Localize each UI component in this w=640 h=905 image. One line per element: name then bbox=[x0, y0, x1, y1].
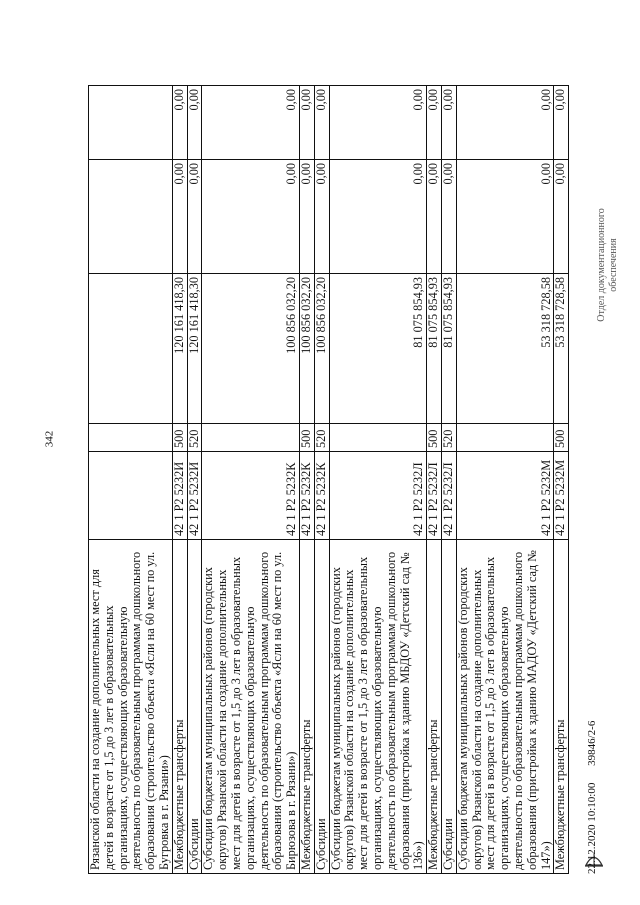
table-row bbox=[187, 86, 202, 874]
row-code-cell: 42 1 P2 5232Л bbox=[441, 452, 456, 540]
row-value-2021-cell: 0,00 bbox=[172, 160, 187, 274]
row-value-2021-cell: 0,00 bbox=[299, 160, 314, 274]
row-value-2022-cell: 0,00 bbox=[172, 86, 187, 160]
footer-doc-id: 39846/2-6 bbox=[586, 720, 598, 766]
row-value-2021-cell: 0,00 bbox=[554, 160, 569, 274]
row-name-cell: Рязанской области на создание дополнительных мест для детей в возрасте от 1,5 до 3 лет в образовательных организациях, осуществляющих образовательную деятельность по образовательным программам дошкольного образования (строительство объекта «Ясли на 60 мест по ул. Бугровка в г. Рязани») bbox=[89, 540, 173, 874]
row-value-2020-cell: 53 318 728,58 bbox=[456, 274, 554, 424]
row-kvr-cell bbox=[329, 424, 427, 452]
row-value-2020-cell: 81 075 854,93 bbox=[441, 274, 456, 424]
row-value-2022-cell: 0,00 bbox=[314, 86, 329, 160]
row-value-2021-cell bbox=[89, 160, 173, 274]
row-value-2022-cell: 0,00 bbox=[456, 86, 554, 160]
row-name-cell: Субсидии бюджетам муниципальных районов (городских округов) Рязанской области на создание дополнительных мест для детей в возрасте от 1,5 до 3 лет в образовательных организациях, осуществляющих образовательную деятельность по образовательным программам дошкольного образования (строительство объекта «Ясли на 60 мест по ул. Бирюзова в г. Рязани») bbox=[202, 540, 300, 874]
row-value-2021-cell: 0,00 bbox=[187, 160, 202, 274]
row-name-cell: Субсидии бюджетам муниципальных районов (городских округов) Рязанской области на создание дополнительных мест для детей в возрасте от 1,5 до 3 лет в образовательных организациях, осуществляющих образовательную деятельность по образовательным программам дошкольного образования (пристройка к зданию МБДОУ «Детский сад № 136») bbox=[329, 540, 427, 874]
row-code-cell: 42 1 P2 5232Л bbox=[427, 452, 442, 540]
row-value-2021-cell: 0,00 bbox=[329, 160, 427, 274]
row-code-cell bbox=[89, 452, 173, 540]
row-name-cell: Субсидии bbox=[314, 540, 329, 874]
row-kvr-cell: 500 bbox=[427, 424, 442, 452]
row-value-2020-cell: 53 318 728,58 bbox=[554, 274, 569, 424]
row-value-2020-cell: 120 161 418,30 bbox=[187, 274, 202, 424]
row-code-cell: 42 1 P2 5232Л bbox=[329, 452, 427, 540]
row-code-cell: 42 1 P2 5232К bbox=[314, 452, 329, 540]
row-code-cell: 42 1 P2 5232М bbox=[554, 452, 569, 540]
stamp-line-2: обеспечения bbox=[608, 238, 619, 292]
stamp-line-1: Отдел документационного bbox=[596, 208, 607, 322]
row-name-cell: Субсидии бюджетам муниципальных районов (городских округов) Рязанской области на создание дополнительных мест для детей в возрасте от 1,5 до 3 лет в образовательных организациях, осуществляющих образовательную деятельность по образовательным программам дошкольного образования (пристройка к зданию МАДОУ «Детский сад № 147») bbox=[456, 540, 554, 874]
row-value-2021-cell: 0,00 bbox=[441, 160, 456, 274]
row-value-2021-cell: 0,00 bbox=[314, 160, 329, 274]
budget-table bbox=[88, 85, 569, 874]
table-row bbox=[314, 86, 329, 874]
row-value-2020-cell: 81 075 854,93 bbox=[329, 274, 427, 424]
row-value-2021-cell: 0,00 bbox=[427, 160, 442, 274]
row-value-2022-cell: 0,00 bbox=[441, 86, 456, 160]
row-name-cell: Межбюджетные трансферты bbox=[427, 540, 442, 874]
page-number: 342 bbox=[43, 430, 56, 448]
row-value-2022-cell: 0,00 bbox=[554, 86, 569, 160]
table-row bbox=[172, 86, 187, 874]
row-value-2022-cell bbox=[89, 86, 173, 160]
table-row bbox=[299, 86, 314, 874]
row-name-cell: Субсидии bbox=[187, 540, 202, 874]
row-kvr-cell: 520 bbox=[314, 424, 329, 452]
row-kvr-cell bbox=[202, 424, 300, 452]
row-kvr-cell: 520 bbox=[187, 424, 202, 452]
row-kvr-cell bbox=[89, 424, 173, 452]
row-code-cell: 42 1 P2 5232К bbox=[299, 452, 314, 540]
department-stamp bbox=[596, 175, 620, 355]
document-footer bbox=[586, 574, 598, 874]
row-value-2020-cell: 81 075 854,93 bbox=[427, 274, 442, 424]
table-row bbox=[329, 86, 427, 874]
table-row bbox=[441, 86, 456, 874]
row-name-cell: Межбюджетные трансферты bbox=[554, 540, 569, 874]
row-name-cell: Межбюджетные трансферты bbox=[172, 540, 187, 874]
row-kvr-cell: 500 bbox=[299, 424, 314, 452]
row-value-2020-cell: 100 856 032,20 bbox=[299, 274, 314, 424]
table-row bbox=[89, 86, 173, 874]
row-value-2020-cell: 120 161 418,30 bbox=[172, 274, 187, 424]
row-kvr-cell: 520 bbox=[441, 424, 456, 452]
row-code-cell: 42 1 P2 5232М bbox=[456, 452, 554, 540]
row-code-cell: 42 1 P2 5232И bbox=[187, 452, 202, 540]
row-value-2020-cell: 100 856 032,20 bbox=[202, 274, 300, 424]
table-row bbox=[554, 86, 569, 874]
row-code-cell: 42 1 P2 5232К bbox=[202, 452, 300, 540]
rotated-table-container bbox=[88, 86, 568, 874]
row-name-cell: Субсидии bbox=[441, 540, 456, 874]
row-value-2021-cell: 0,00 bbox=[202, 160, 300, 274]
row-value-2022-cell: 0,00 bbox=[187, 86, 202, 160]
table-row bbox=[202, 86, 300, 874]
table-row bbox=[427, 86, 442, 874]
row-kvr-cell: 500 bbox=[554, 424, 569, 452]
budget-table-body bbox=[89, 86, 569, 874]
row-value-2020-cell: 100 856 032,20 bbox=[314, 274, 329, 424]
row-value-2022-cell: 0,00 bbox=[202, 86, 300, 160]
footer-date: 22.12.2020 10:10:00 bbox=[586, 782, 598, 874]
row-value-2022-cell: 0,00 bbox=[329, 86, 427, 160]
row-value-2021-cell: 0,00 bbox=[456, 160, 554, 274]
row-code-cell: 42 1 P2 5232И bbox=[172, 452, 187, 540]
row-value-2020-cell bbox=[89, 274, 173, 424]
row-kvr-cell bbox=[456, 424, 554, 452]
row-value-2022-cell: 0,00 bbox=[299, 86, 314, 160]
row-kvr-cell: 500 bbox=[172, 424, 187, 452]
row-name-cell: Межбюджетные трансферты bbox=[299, 540, 314, 874]
row-value-2022-cell: 0,00 bbox=[427, 86, 442, 160]
table-row bbox=[456, 86, 554, 874]
